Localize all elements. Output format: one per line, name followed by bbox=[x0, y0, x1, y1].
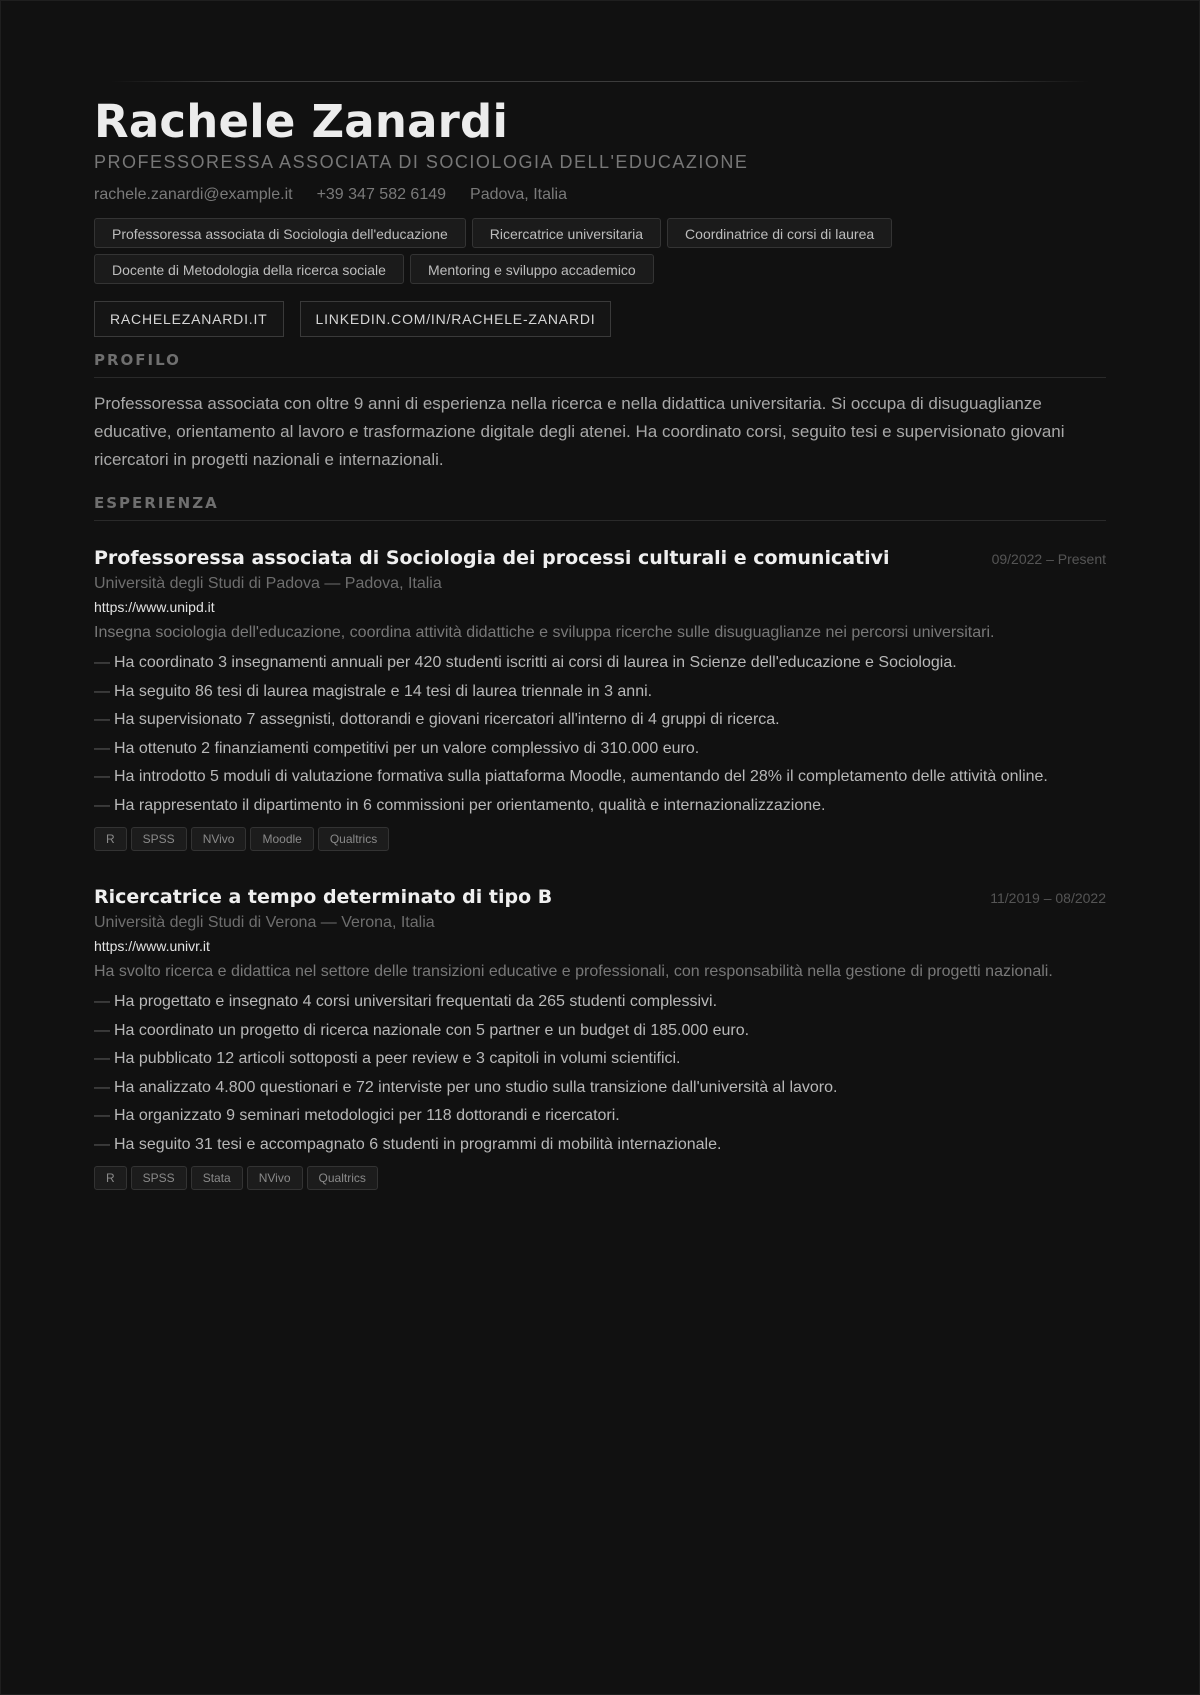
profile-summary: Professoressa associata con oltre 9 anni di esperienza nella ricerca e nella didattica universitaria. Si occupa di disuguaglianze educative, orientamento al lavoro e trasformazione digitale degli atenei. Ha coordinato corsi, seguito tesi e supervisionato giovani ricercatori in progetti nazionali e internazionali. bbox=[94, 394, 1065, 469]
experience-section-title: ESPERIENZA bbox=[94, 494, 1106, 521]
achievement-item: — Ha ottenuto 2 finanziamenti competitivi per un valore complessivo di 310.000 euro. bbox=[94, 736, 1106, 762]
achievement-item: — Ha progettato e insegnato 4 corsi universitari frequentati da 265 studenti complessivi. bbox=[94, 989, 1106, 1015]
job-description: Insegna sociologia dell'educazione, coordina attività didattiche e sviluppa ricerche sulle disuguaglianze nei percorsi universitari. bbox=[94, 624, 995, 641]
top-divider bbox=[111, 81, 1089, 82]
skill-tag: SPSS bbox=[131, 1166, 187, 1190]
website-link[interactable]: RACHELEZANARDI.IT bbox=[94, 301, 284, 337]
skill-tags bbox=[94, 827, 1106, 851]
skill-tag: Stata bbox=[191, 1166, 243, 1190]
achievement-item: — Ha rappresentato il dipartimento in 6 commissioni per orientamento, qualità e internazionalizzazione. bbox=[94, 793, 1106, 819]
phone[interactable]: +39 347 582 6149 bbox=[316, 186, 447, 203]
role-tag: Coordinatrice di corsi di laurea bbox=[667, 218, 892, 248]
location: Padova, Italia bbox=[470, 186, 567, 203]
achievement-item: — Ha organizzato 9 seminari metodologici per 118 dottorandi e ricercatori. bbox=[94, 1103, 1106, 1129]
email[interactable]: rachele.zanardi@example.it bbox=[94, 186, 293, 203]
skill-tag: NVivo bbox=[247, 1166, 303, 1190]
achievement-item: — Ha pubblicato 12 articoli sottoposti a peer review e 3 capitoli in volumi scientifici. bbox=[94, 1046, 1106, 1072]
job-achievements bbox=[94, 989, 1106, 1158]
experience-entry bbox=[94, 886, 1106, 1190]
achievement-item: — Ha analizzato 4.800 questionari e 72 interviste per uno studio sulla transizione dall'università al lavoro. bbox=[94, 1075, 1106, 1101]
job-url[interactable]: https://www.unipd.it bbox=[94, 599, 215, 615]
linkedin-link[interactable]: LINKEDIN.COM/IN/RACHELE-ZANARDI bbox=[300, 301, 612, 337]
achievement-item: — Ha coordinato 3 insegnamenti annuali per 420 studenti iscritti ai corsi di laurea in Scienze dell'educazione e Sociologia. bbox=[94, 650, 1106, 676]
achievement-item: — Ha seguito 31 tesi e accompagnato 6 studenti in programmi di mobilità internazionale. bbox=[94, 1132, 1106, 1158]
skill-tag: Qualtrics bbox=[318, 827, 389, 851]
job-achievements bbox=[94, 650, 1106, 819]
profile-section-title: PROFILO bbox=[94, 351, 1106, 378]
skill-tags bbox=[94, 1166, 1106, 1190]
skill-tag: SPSS bbox=[131, 827, 187, 851]
experience-entry bbox=[94, 547, 1106, 851]
role-tag: Mentoring e sviluppo accademico bbox=[410, 254, 654, 284]
job-url[interactable]: https://www.univr.it bbox=[94, 937, 210, 954]
job-title: Professoressa associata di Sociologia dei processi culturali e comunicativi bbox=[94, 547, 890, 569]
skill-tag: NVivo bbox=[191, 827, 247, 851]
skill-tag: Qualtrics bbox=[307, 1166, 378, 1190]
role-tag: Professoressa associata di Sociologia dell'educazione bbox=[94, 218, 466, 248]
headline: PROFESSORESSA ASSOCIATA DI SOCIOLOGIA DELL'EDUCAZIONE bbox=[94, 152, 749, 172]
job-title: Ricercatrice a tempo determinato di tipo B bbox=[94, 885, 553, 908]
achievement-item: — Ha introdotto 5 moduli di valutazione formativa sulla piattaforma Moodle, aumentando del 28% il completamento delle attività online. bbox=[94, 764, 1106, 790]
achievement-item: — Ha seguito 86 tesi di laurea magistrale e 14 tesi di laurea triennale in 3 anni. bbox=[94, 679, 1106, 705]
job-organization: Università degli Studi di Verona — Verona, Italia bbox=[94, 913, 435, 931]
person-name: Rachele Zanardi bbox=[94, 95, 509, 148]
contact-info bbox=[94, 184, 1106, 206]
role-tag: Ricercatrice universitaria bbox=[472, 218, 661, 248]
job-dates: 11/2019 – 08/2022 bbox=[990, 889, 1106, 906]
job-description: Ha svolto ricerca e didattica nel settore delle transizioni educative e professionali, con responsabilità nella gestione di progetti nazionali. bbox=[94, 962, 1053, 980]
skill-tag: R bbox=[94, 827, 127, 851]
role-tag: Docente di Metodologia della ricerca sociale bbox=[94, 254, 404, 284]
achievement-item: — Ha supervisionato 7 assegnisti, dottorandi e giovani ricercatori all'interno di 4 gruppi di ricerca. bbox=[94, 707, 1106, 733]
profile-links bbox=[94, 301, 1106, 337]
job-organization: Università degli Studi di Padova — Padova, Italia bbox=[94, 575, 442, 592]
resume-page bbox=[1, 1, 1199, 1190]
achievement-item: — Ha coordinato un progetto di ricerca nazionale con 5 partner e un budget di 185.000 euro. bbox=[94, 1018, 1106, 1044]
skill-tag: R bbox=[94, 1166, 127, 1190]
skill-tag: Moodle bbox=[250, 827, 313, 851]
job-dates: 09/2022 – Present bbox=[991, 551, 1106, 567]
role-tags bbox=[94, 218, 994, 284]
